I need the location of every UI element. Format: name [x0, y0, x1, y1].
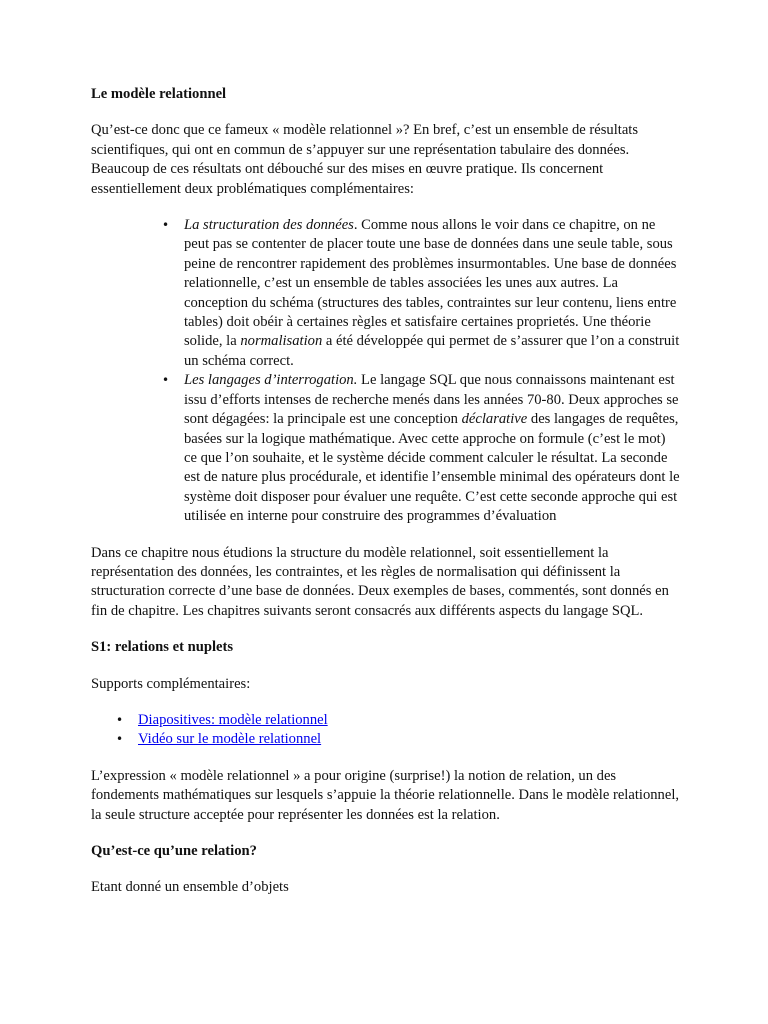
chapter-paragraph: Dans ce chapitre nous étudions la structure du modèle relationnel, soit essentiellement la représentation des données, les contraintes, et les règles de normalisation qui définissent la structuration correcte d’une base de données. Deux exemples de bases, commentés, sont donnés en fin de chapitre. Les chapitres suivants seront consacrés aux différents aspects du langage SQL. [91, 544, 669, 619]
list-item-video [116, 730, 681, 749]
section-title: S1: relations et nuplets [91, 639, 234, 656]
list-item-lead: Les langages d’interrogation. [184, 372, 358, 389]
list-item-text: . Comme nous allons le voir dans ce chapitre, on ne peut pas se contenter de placer toute une base de données dans une seule table, sous peine de rencontrer rapidement des problèmes insurmontables. Une base de données relationnelle, c’est un ensemble de tables associées les unes aux autres. La conception du schéma (structures des tables, contraintes sur leur contenu, liens entre tables) doit obéir à certaines règles et satisfaire certaines proprietés. Une théorie solide, la [184, 217, 677, 350]
bullet-icon: • [162, 373, 170, 388]
slides-link[interactable]: Diapositives: modèle relationnel [138, 711, 328, 728]
list-item-text: Le langage SQL que nous connaissons maintenant est issu d’efforts intenses de recherche menés dans les années 70-80. Deux approches se sont dégagées: la principale est une conception [184, 372, 679, 428]
document-page [91, 85, 681, 915]
supports-link-list [91, 711, 681, 750]
list-item-emphasis: déclarative [461, 411, 528, 428]
last-line: Etant donné un ensemble d’objets [91, 879, 289, 896]
list-item-slides [116, 711, 681, 730]
relation-paragraph: L’expression « modèle relationnel » a pour origine (surprise!) la notion de relation, un des fondements mathématiques sur lesquels s’appuie la théorie relationnelle. Dans le modèle relationnel, la seule structure acceptée pour représenter les données est la relation. [91, 767, 680, 823]
list-item-lead: La structuration des données [184, 217, 354, 234]
bullet-icon: • [116, 732, 124, 747]
list-item-text: des langages de requêtes, basées sur la logique mathématique. Avec cette approche on formule (c’est le mot) ce que l’on souhaite, et le système décide comment calculer le résultat. La seconde est de nature plus procédurale, et identifie l’ensemble minimal des opérateurs dont le système doit disposer pour évaluer une requête. C’est cette seconde approche qui est utilisée en interne pour construire des programmes d’évaluation [184, 411, 680, 525]
list-item-emphasis: normalisation [240, 333, 323, 350]
list-item-langages [162, 371, 681, 526]
page-title: Le modèle relationnel [91, 86, 227, 102]
bullet-icon: • [162, 218, 170, 233]
problem-list [91, 216, 681, 527]
bullet-icon: • [116, 712, 124, 727]
question-title: Qu’est-ce qu’une relation? [91, 843, 257, 859]
list-item-text: a été développée qui permet de s’assurer que l’on a construit un schéma correct. [184, 333, 680, 369]
supports-label: Supports complémentaires: [91, 675, 251, 692]
video-link[interactable]: Vidéo sur le modèle relationnel [138, 731, 322, 748]
intro-paragraph: Qu’est-ce donc que ce fameux « modèle relationnel »? En bref, c’est un ensemble de résultats scientifiques, qui ont en commun de s’appuyer sur une représentation tabulaire des données. Beaucoup de ces résultats ont débouché sur des mises en œuvre pratique. Ils concernent essentiellement deux problématiques complémentaires: [91, 122, 639, 197]
list-item-structuration [162, 216, 681, 371]
